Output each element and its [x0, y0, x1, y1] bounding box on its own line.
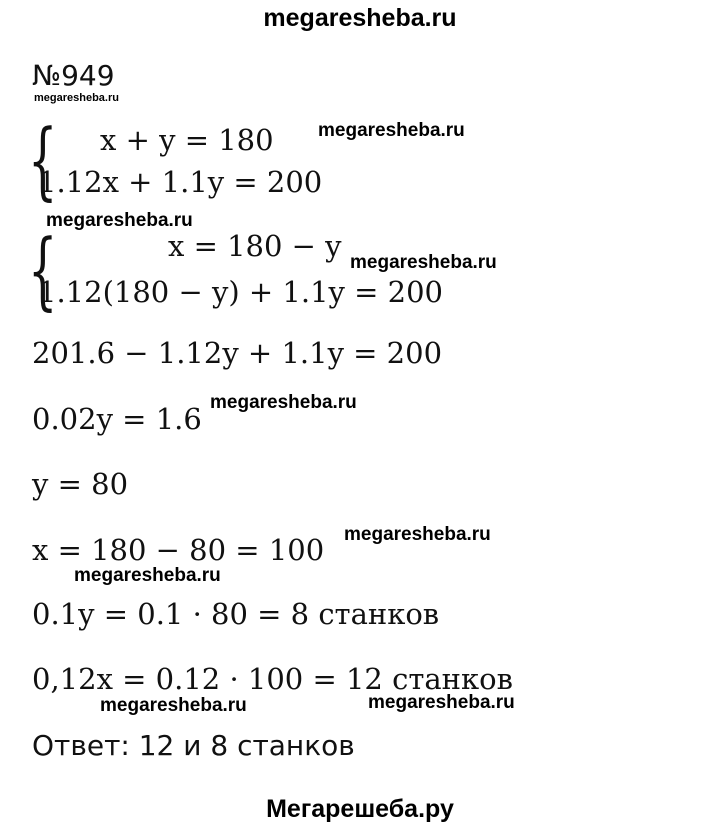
site-watermark: megaresheba.ru: [344, 524, 491, 545]
site-watermark: megaresheba.ru: [368, 692, 515, 713]
system-brace-1: {: [28, 111, 58, 209]
step-equation: 201.6 − 1.12y + 1.1y = 200: [32, 336, 443, 370]
site-watermark: megaresheba.ru: [210, 392, 357, 413]
system1-equation-1: x + y = 180: [100, 123, 274, 157]
step-equation: x = 180 − 80 = 100: [32, 533, 325, 567]
problem-number: №949: [32, 59, 115, 92]
step-equation: 0.02y = 1.6: [32, 402, 202, 436]
answer-text: Ответ: 12 и 8 станков: [32, 729, 355, 762]
step-equation: y = 80: [32, 467, 129, 501]
step-equation: 0.1y = 0.1 · 80 = 8 станков: [32, 597, 440, 631]
system-brace-2: {: [28, 221, 58, 319]
site-watermark-footer: Мегарешеба.ру: [266, 795, 454, 823]
site-watermark-header: megaresheba.ru: [263, 4, 457, 32]
site-watermark: megaresheba.ru: [350, 252, 497, 273]
site-watermark: megaresheba.ru: [46, 210, 193, 231]
system1-equation-2: 1.12x + 1.1y = 200: [38, 165, 323, 199]
system2-equation-1: x = 180 − y: [168, 229, 342, 263]
site-watermark: megaresheba.ru: [318, 120, 465, 141]
site-watermark-small: megaresheba.ru: [34, 92, 119, 104]
system2-equation-2: 1.12(180 − y) + 1.1y = 200: [38, 275, 443, 309]
site-watermark: megaresheba.ru: [100, 695, 247, 716]
site-watermark: megaresheba.ru: [74, 565, 221, 586]
step-equation: 0,12x = 0.12 · 100 = 12 станков: [32, 662, 513, 696]
